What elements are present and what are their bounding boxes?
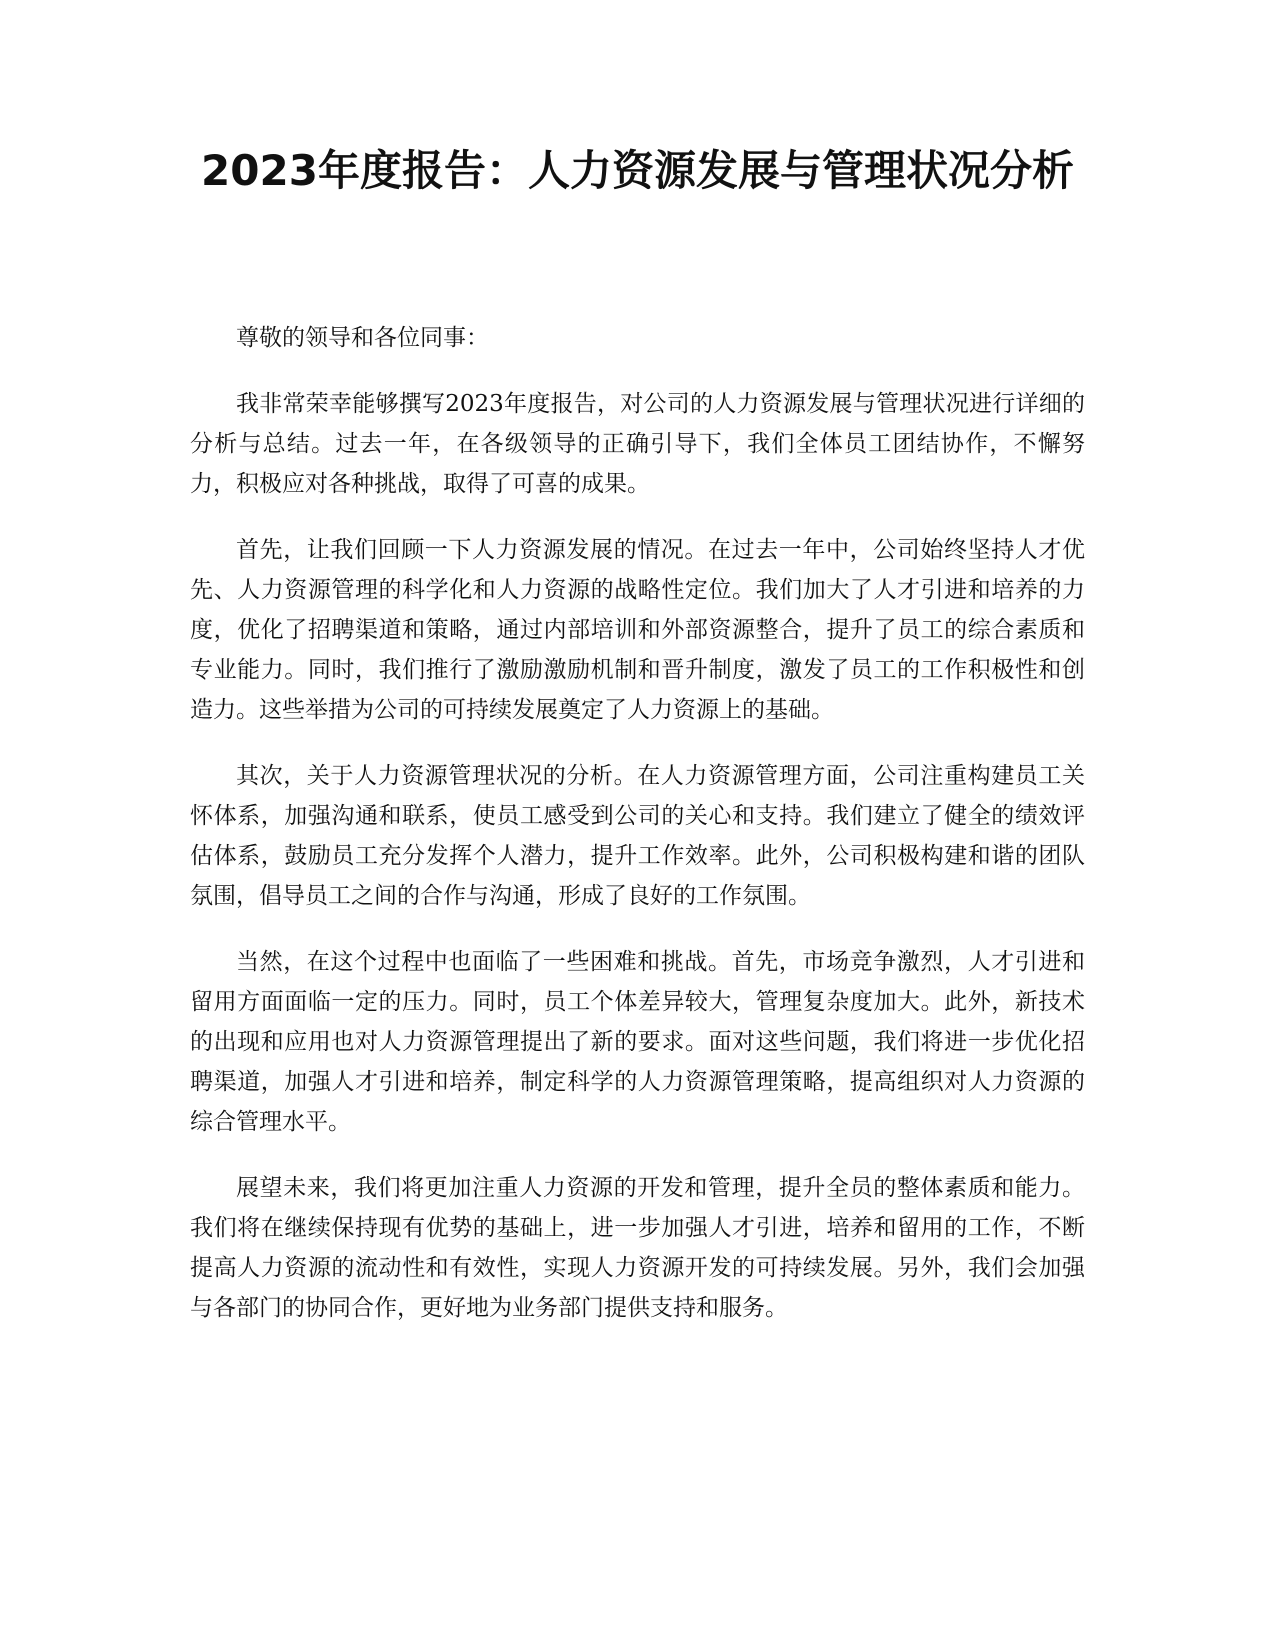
- paragraph-outlook: 展望未来，我们将更加注重人力资源的开发和管理，提升全员的整体素质和能力。我们将在继续保持现有优势的基础上，进一步加强人才引进，培养和留用的工作，不断提高人力资源的流动性和有效性，实现人力资源开发的可持续发展。另外，我们会加强与各部门的协同合作，更好地为业务部门提供支持和服务。: [190, 1175, 1085, 1321]
- document-body: [190, 318, 1085, 1354]
- paragraph-management: 其次，关于人力资源管理状况的分析。在人力资源管理方面，公司注重构建员工关怀体系，加强沟通和联系，使员工感受到公司的关心和支持。我们建立了健全的绩效评估体系，鼓励员工充分发挥个人潜力，提升工作效率。此外，公司积极构建和谐的团队氛围，倡导员工之间的合作与沟通，形成了良好的工作氛围。: [190, 763, 1085, 909]
- paragraph-intro: 我非常荣幸能够撰写2023年度报告，对公司的人力资源发展与管理状况进行详细的分析与总结。过去一年，在各级领导的正确引导下，我们全体员工团结协作，不懈努力，积极应对各种挑战，取得了可喜的成果。: [190, 391, 1085, 497]
- paragraph-development: 首先，让我们回顾一下人力资源发展的情况。在过去一年中，公司始终坚持人才优先、人力资源管理的科学化和人力资源的战略性定位。我们加大了人才引进和培养的力度，优化了招聘渠道和策略，通过内部培训和外部资源整合，提升了员工的综合素质和专业能力。同时，我们推行了激励激励机制和晋升制度，激发了员工的工作积极性和创造力。这些举措为公司的可持续发展奠定了人力资源上的基础。: [190, 537, 1085, 723]
- paragraph-challenges: 当然，在这个过程中也面临了一些困难和挑战。首先，市场竞争激烈，人才引进和留用方面面临一定的压力。同时，员工个体差异较大，管理复杂度加大。此外，新技术的出现和应用也对人力资源管理提出了新的要求。面对这些问题，我们将进一步优化招聘渠道，加强人才引进和培养，制定科学的人力资源管理策略，提高组织对人力资源的综合管理水平。: [190, 949, 1085, 1135]
- salutation: 尊敬的领导和各位同事：: [236, 325, 489, 351]
- document-title: 2023年度报告：人力资源发展与管理状况分析: [201, 146, 1074, 195]
